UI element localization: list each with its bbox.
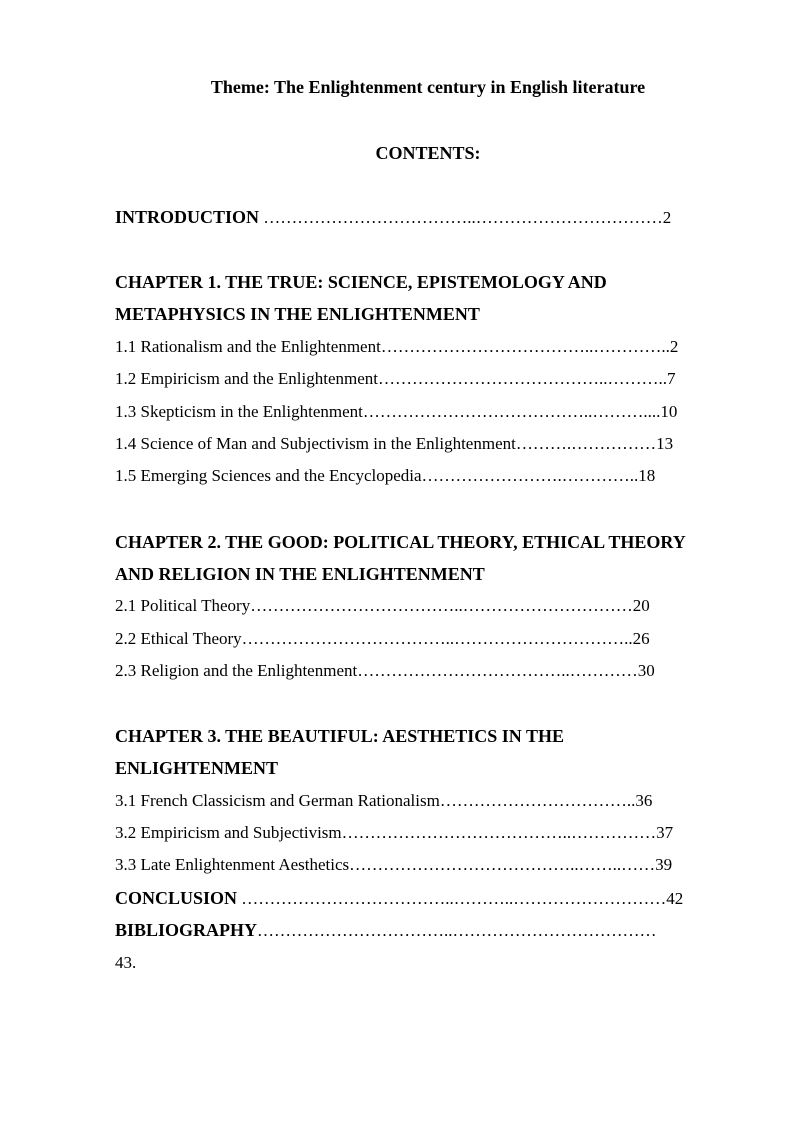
chapter3-title-line2[interactable]: ENLIGHTENMENT bbox=[115, 758, 279, 778]
chapter3-title-line1[interactable]: CHAPTER 3. THE BEAUTIFUL: AESTHETICS IN THE bbox=[115, 726, 564, 746]
toc-entry-3-2[interactable]: 3.2 Empiricism and Subjectivism…………………………………..……………37 bbox=[115, 823, 674, 842]
chapter2-title-line2[interactable]: AND RELIGION IN THE ENLIGHTENMENT bbox=[115, 564, 485, 584]
toc-entry-conclusion[interactable] bbox=[115, 887, 683, 910]
toc-entry-1-2[interactable]: 1.2 Empiricism and the Enlightenment…………………………………..………..7 bbox=[115, 369, 676, 388]
toc-entry-bibliography[interactable] bbox=[115, 919, 657, 942]
toc-entry-1-4[interactable]: 1.4 Science of Man and Subjectivism in the Enlightenment……….……………13 bbox=[115, 434, 674, 453]
toc-page-bibliography: 43. bbox=[115, 953, 137, 972]
toc-entry-3-1[interactable]: 3.1 French Classicism and German Rationalism……………………………..36 bbox=[115, 791, 653, 810]
toc-leader-bibliography: ……………………………..……………………………… bbox=[257, 921, 657, 940]
toc-entry-2-3[interactable]: 2.3 Religion and the Enlightenment………………………………..…………30 bbox=[115, 661, 655, 680]
document-theme: Theme: The Enlightenment century in English literature bbox=[210, 77, 646, 97]
chapter2-title-line1[interactable]: CHAPTER 2. THE GOOD: POLITICAL THEORY, ETHICAL THEORY bbox=[115, 532, 686, 552]
toc-entry-2-2[interactable]: 2.2 Ethical Theory………………………………..…………………………..26 bbox=[115, 629, 650, 648]
toc-leader-introduction: ………………………………..……………………………2 bbox=[259, 208, 672, 227]
toc-entry-2-1[interactable]: 2.1 Political Theory………………………………..…………………………20 bbox=[115, 596, 650, 615]
toc-entry-introduction[interactable] bbox=[115, 206, 671, 229]
toc-label-bibliography: BIBLIOGRAPHY bbox=[115, 920, 258, 940]
toc-entry-1-1[interactable]: 1.1 Rationalism and the Enlightenment………………………………..…………..2 bbox=[115, 337, 679, 356]
toc-entry-1-5[interactable]: 1.5 Emerging Sciences and the Encyclopedia…………………….…………..18 bbox=[115, 466, 656, 485]
chapter1-title-line1[interactable]: CHAPTER 1. THE TRUE: SCIENCE, EPISTEMOLOGY AND bbox=[115, 272, 607, 292]
toc-label-conclusion: CONCLUSION bbox=[115, 888, 238, 908]
toc-label-introduction: INTRODUCTION bbox=[115, 207, 260, 227]
toc-entry-3-3[interactable]: 3.3 Late Enlightenment Aesthetics…………………………………..……..……39 bbox=[115, 855, 673, 874]
chapter1-title-line2[interactable]: METAPHYSICS IN THE ENLIGHTENMENT bbox=[115, 304, 480, 324]
toc-leader-conclusion: ………………………………..………..………………………42 bbox=[237, 889, 684, 908]
contents-heading: CONTENTS: bbox=[375, 143, 481, 163]
toc-entry-1-3[interactable]: 1.3 Skepticism in the Enlightenment…………………………………..………....10 bbox=[115, 402, 678, 421]
